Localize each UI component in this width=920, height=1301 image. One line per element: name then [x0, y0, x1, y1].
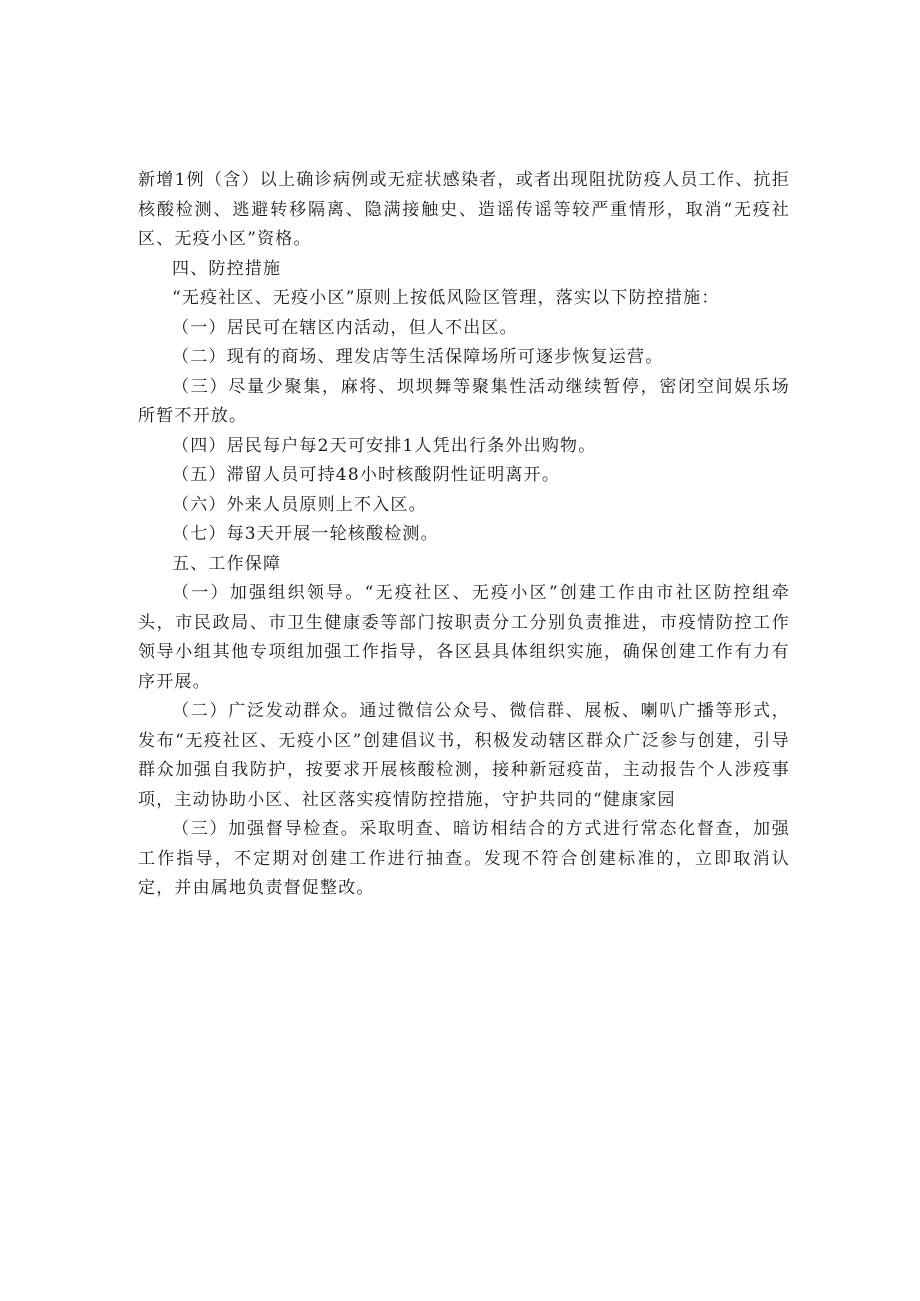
paragraph-continuation: 新增1例（含）以上确诊病例或无症状感染者，或者出现阻扰防疫人员工作、抗拒核酸检测、逃避转移隔离、隐满接触史、造谣传谣等较严重情形，取消“无疫社区、无疫小区”资格。	[138, 170, 790, 249]
list-item-measure-5: （五）滞留人员可持48小时核酸阴性证明离开。	[172, 465, 561, 485]
list-item-measure-3: （三）尽量少聚集，麻将、坝坝舞等聚集性活动继续暂停，密闭空间娱乐场所暂不开放。	[138, 376, 790, 426]
document-body	[138, 166, 790, 904]
list-item-measure-1: （一）居民可在辖区内活动，但人不出区。	[172, 317, 518, 338]
section-heading-work-guarantee: 五、工作保障	[172, 553, 282, 574]
list-item-measure-4: （四）居民每户每2天可安排1人凭出行条外出购物。	[172, 435, 597, 456]
section-heading-prevention-measures: 四、防控措施	[172, 258, 282, 279]
list-item-measure-7: （七）每3天开展一轮核酸检测。	[172, 524, 439, 544]
list-item-guarantee-3: （三）加强督导检查。采取明查、暗访相结合的方式进行常态化督查，加强工作指导，不定期对创建工作进行抽查。发现不符合创建标准的，立即取消认定，并由属地负责督促整改。	[138, 819, 790, 898]
list-item-measure-2: （二）现有的商场、理发店等生活保障场所可逐步恢复运营。	[172, 347, 664, 367]
paragraph-measures-intro: “无疫社区、无疫小区”原则上按低风险区管理，落实以下防控措施：	[172, 288, 720, 308]
list-item-measure-6: （六）外来人员原则上不入区。	[172, 494, 427, 515]
list-item-guarantee-1: （一）加强组织领导。“无疫社区、无疫小区”创建工作由市社区防控组牵头，市民政局、市卫生健康委等部门按职责分工分别负责推进，市疫情防控工作领导小组其他专项组加强工作指导，各区县具体组织实施，确保创建工作有力有序开展。	[138, 583, 790, 692]
list-item-guarantee-2: （二）广泛发动群众。通过微信公众号、微信群、展板、喇叭广播等形式，发布“无疫社区、无疫小区”创建倡议书，积极发动辖区群众广泛参与创建，引导群众加强自我防护，按要求开展核酸检测，接种新冠疫苗，主动报告个人涉疫事项，主动协助小区、社区落实疫情防控措施，守护共同的“健康家园	[138, 701, 790, 810]
